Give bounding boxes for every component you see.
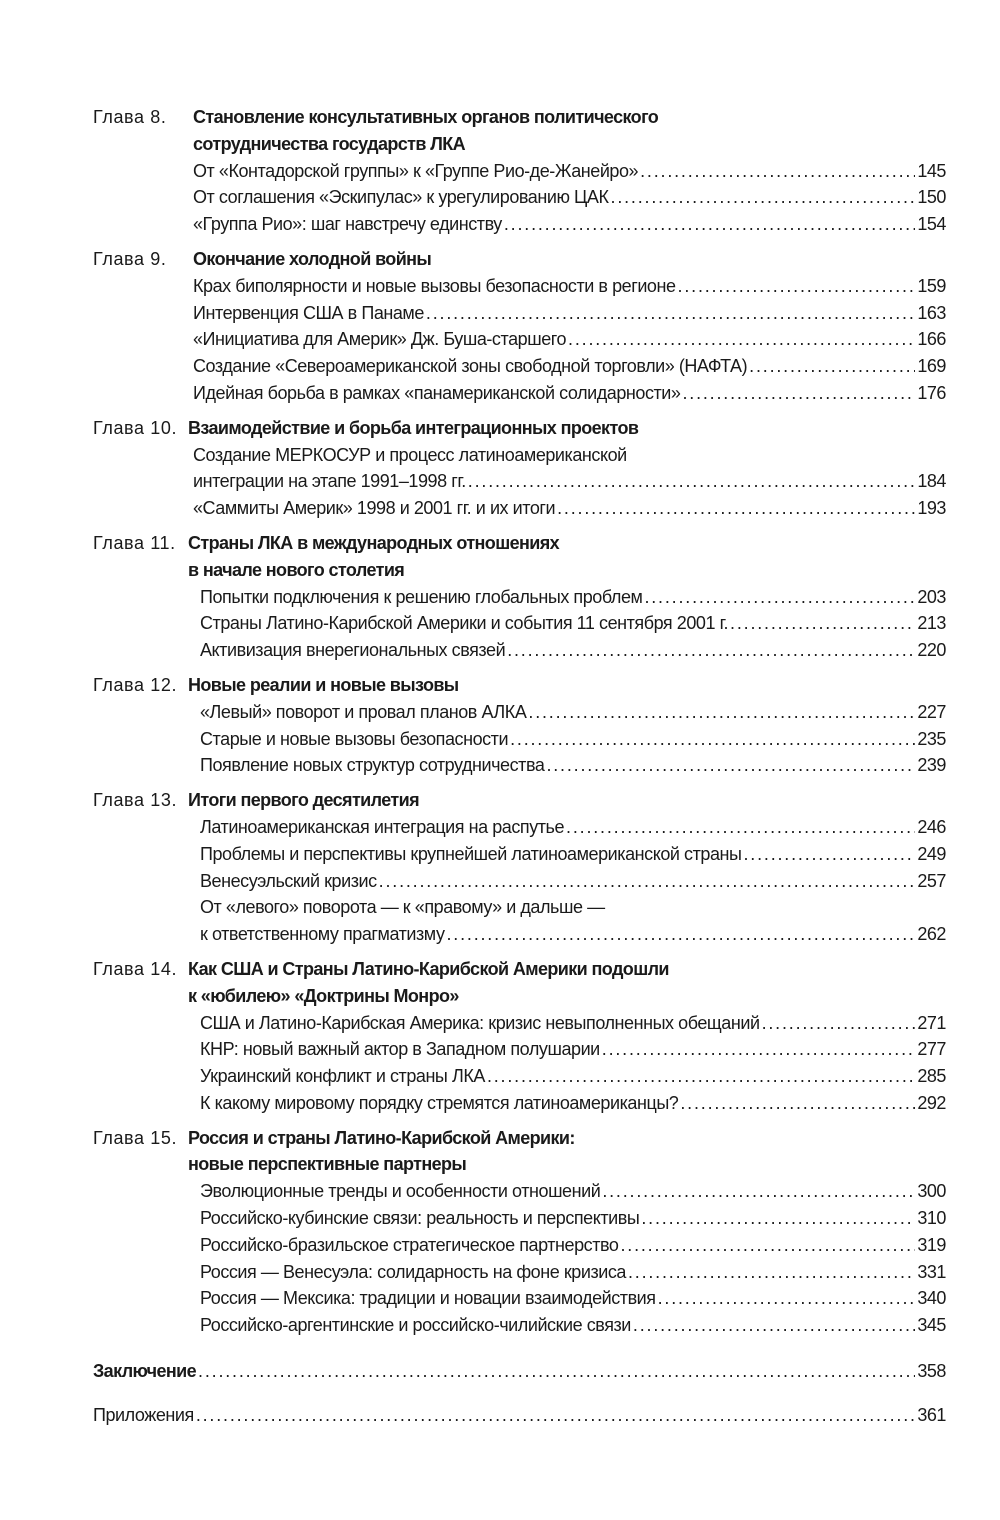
page-number: 176 (917, 382, 946, 403)
page-number: 213 (917, 613, 946, 634)
page-number: 300 (917, 1181, 946, 1202)
chapter-title: Взаимодействие и борьба интеграционных проектов (188, 417, 639, 438)
dot-leader (507, 637, 915, 664)
entry-title: интеграции на этапе 1991–1998 гг. (193, 471, 466, 492)
dot-leader (468, 468, 916, 495)
toc-entry (93, 1010, 946, 1037)
chapter-title: Как США и Страны Латино-Карибской Америки подошли (188, 958, 669, 979)
spacer (93, 983, 188, 1010)
entry-title: «Группа Рио»: шаг навстречу единству (193, 214, 502, 235)
chapter-heading (93, 956, 946, 983)
toc-entry (93, 1259, 946, 1286)
chapter-title: в начале нового столетия (188, 559, 405, 580)
entry-title: «Саммиты Америк» 1998 и 2001 гг. и их итоги (193, 498, 556, 519)
page-number: 331 (917, 1261, 946, 1282)
dot-leader (426, 300, 915, 327)
chapter (93, 246, 946, 407)
dot-leader (504, 211, 915, 238)
dot-leader (602, 1036, 916, 1063)
chapter-label: Глава 12. (93, 674, 178, 695)
back-matter-title: Заключение (93, 1361, 197, 1381)
page-number: 257 (917, 870, 946, 891)
dot-leader (528, 699, 915, 726)
toc-entry (93, 1312, 946, 1339)
chapter-heading (93, 557, 946, 584)
dot-leader (658, 1285, 916, 1312)
toc-entry (93, 1063, 946, 1090)
toc-entry (93, 158, 946, 185)
dot-leader (510, 726, 915, 753)
toc-entry (93, 468, 946, 495)
page-number: 285 (917, 1066, 946, 1087)
toc-entry (93, 637, 946, 664)
page-number: 166 (917, 329, 946, 350)
entry-title: США и Латино-Карибская Америка: кризис невыполненных обещаний (200, 1012, 760, 1033)
chapter-title: к «юбилею» «Доктрины Монро» (188, 985, 459, 1006)
dot-leader (611, 184, 916, 211)
dot-leader (602, 1178, 915, 1205)
entry-title: Российско-аргентинские и российско-чилийские связи (200, 1315, 631, 1336)
page-number: 239 (917, 755, 946, 776)
chapter-title: Новые реалии и новые вызовы (188, 674, 459, 695)
entry-title: Венесуэльский кризис (200, 870, 377, 891)
page-number: 154 (917, 214, 946, 235)
chapter (93, 104, 946, 238)
entry-title: Старые и новые вызовы безопасности (200, 728, 509, 749)
chapter-label: Глава 13. (93, 790, 178, 811)
toc-entry (93, 752, 946, 779)
toc-entry (93, 868, 946, 895)
chapter (93, 672, 946, 779)
dot-leader (682, 380, 915, 407)
entry-title: Активизация внерегиональных связей (200, 640, 506, 661)
spacer (93, 1151, 188, 1178)
entry-title: От «левого» поворота — к «правому» и дальше — (200, 897, 605, 918)
page-number: 159 (917, 275, 946, 296)
entry-title: Российско-кубинские связи: реальность и перспективы (200, 1208, 640, 1229)
toc-entry (93, 1205, 946, 1232)
page-number: 145 (917, 160, 946, 181)
dot-leader (678, 273, 916, 300)
entry-title: «Левый» поворот и провал планов АЛКА (200, 701, 527, 722)
spacer (93, 131, 188, 158)
toc-entry (93, 326, 946, 353)
entry-title: От «Контадорской группы» к «Группе Рио-де-Жанейро» (193, 160, 639, 181)
toc-entry (93, 184, 946, 211)
toc-entry (93, 584, 946, 611)
dot-leader (680, 1090, 915, 1117)
page-number: 220 (917, 640, 946, 661)
dot-leader (644, 584, 915, 611)
back-matter-title: Приложения (93, 1405, 194, 1425)
page-number: 193 (917, 498, 946, 519)
chapter (93, 415, 946, 522)
toc-entry (93, 814, 946, 841)
dot-leader (743, 841, 915, 868)
entry-title: Крах биполярности и новые вызовы безопасности в регионе (193, 275, 676, 296)
toc-entry (93, 610, 946, 637)
chapter-heading (93, 983, 946, 1010)
back-matter-entry (93, 1358, 946, 1385)
entry-title: КНР: новый важный актор в Западном полушарии (200, 1039, 600, 1060)
toc-entry (93, 211, 946, 238)
dot-leader (568, 326, 915, 353)
page-number: 249 (917, 843, 946, 864)
dot-leader (557, 495, 915, 522)
dot-leader (641, 1205, 915, 1232)
dot-leader (628, 1259, 915, 1286)
entry-title: Появление новых структур сотрудничества (200, 755, 545, 776)
toc-entry (93, 726, 946, 753)
page-number: 246 (917, 816, 946, 837)
entry-title: Создание МЕРКОСУР и процесс латиноамериканской (193, 444, 627, 465)
dot-leader (633, 1312, 915, 1339)
toc-entry (93, 921, 946, 948)
chapter-label: Глава 10. (93, 417, 178, 438)
toc-entry (93, 442, 946, 469)
dot-leader (762, 1010, 916, 1037)
entry-title: Идейная борьба в рамках «панамериканской солидарности» (193, 382, 681, 403)
chapter (93, 956, 946, 1117)
dot-leader (487, 1063, 915, 1090)
chapter-title: новые перспективные партнеры (188, 1154, 467, 1175)
page-number: 169 (917, 356, 946, 377)
page-number: 271 (917, 1012, 946, 1033)
toc-entry (93, 841, 946, 868)
toc-entry (93, 353, 946, 380)
entry-title: «Инициатива для Америк» Дж. Буша-старшего (193, 329, 567, 350)
chapter-heading (93, 131, 946, 158)
entry-title: Эволюционные тренды и особенности отношений (200, 1181, 601, 1202)
dot-leader (196, 1402, 916, 1429)
dot-leader (730, 610, 915, 637)
entry-title: Интервенция США в Панаме (193, 302, 424, 323)
chapter-heading (93, 530, 946, 557)
entry-title: Страны Латино-Карибской Америки и события 11 сентября 2001 г. (200, 613, 729, 634)
entry-title: От соглашения «Эскипулас» к урегулированию ЦАК (193, 187, 609, 208)
chapter-label: Глава 8. (93, 107, 167, 127)
chapter-title: Итоги первого десятилетия (188, 790, 419, 811)
chapter (93, 530, 946, 664)
chapter-heading (93, 415, 946, 442)
page-number: 163 (917, 302, 946, 323)
toc-entry (93, 1178, 946, 1205)
chapter-heading (93, 104, 946, 131)
chapter-title: Страны ЛКА в международных отношениях (188, 532, 560, 553)
dot-leader (620, 1232, 915, 1259)
chapter-label: Глава 11. (93, 532, 176, 553)
chapter-heading (93, 1125, 946, 1152)
dot-leader (379, 868, 916, 895)
chapter-title: Россия и страны Латино-Карибской Америки: (188, 1127, 575, 1148)
entry-title: Латиноамериканская интеграция на распутье (200, 816, 565, 837)
entry-title: к ответственному прагматизму (200, 924, 445, 945)
chapter-title: Становление консультативных органов политического (193, 107, 659, 127)
entry-title: Россия — Мексика: традиции и новации взаимодействия (200, 1288, 656, 1309)
dot-leader (566, 814, 915, 841)
page-number: 358 (917, 1361, 946, 1381)
toc-entry (93, 495, 946, 522)
page-number: 262 (917, 924, 946, 945)
page-number: 203 (917, 586, 946, 607)
table-of-contents (93, 104, 946, 1339)
entry-title: Российско-бразильское стратегическое партнерство (200, 1234, 619, 1255)
entry-title: Проблемы и перспективы крупнейшей латиноамериканской страны (200, 843, 742, 864)
chapter-heading (93, 787, 946, 814)
dot-leader (546, 752, 915, 779)
toc-entry (93, 1036, 946, 1063)
page-number: 150 (917, 187, 946, 208)
page-number: 227 (917, 701, 946, 722)
toc-entry (93, 380, 946, 407)
toc-entry (93, 1285, 946, 1312)
chapter-heading (93, 672, 946, 699)
toc-entry (93, 1090, 946, 1117)
chapter-label: Глава 14. (93, 958, 178, 979)
toc-entry (93, 300, 946, 327)
toc-entry (93, 699, 946, 726)
dot-leader (749, 353, 915, 380)
chapter-title: сотрудничества государств ЛКА (193, 133, 466, 154)
entry-title: К какому мировому порядку стремятся латиноамериканцы? (200, 1092, 679, 1113)
page-number: 319 (917, 1234, 946, 1255)
dot-leader (198, 1358, 915, 1385)
page-number: 310 (917, 1208, 946, 1229)
chapter-heading (93, 246, 946, 273)
toc-entry (93, 273, 946, 300)
chapter (93, 787, 946, 948)
entry-title: Украинский конфликт и страны ЛКА (200, 1066, 485, 1087)
page-number: 277 (917, 1039, 946, 1060)
dot-leader (640, 158, 915, 185)
page-number: 292 (917, 1092, 946, 1113)
chapter (93, 1125, 946, 1339)
entry-title: Россия — Венесуэла: солидарность на фоне кризиса (200, 1261, 626, 1282)
page-number: 184 (917, 471, 946, 492)
chapter-title: Окончание холодной войны (193, 248, 432, 269)
chapter-label: Глава 9. (93, 248, 167, 269)
entry-title: Попытки подключения к решению глобальных проблем (200, 586, 643, 607)
chapter-heading (93, 1151, 946, 1178)
back-matter-entry (93, 1402, 946, 1429)
page-number: 235 (917, 728, 946, 749)
page-number: 361 (917, 1405, 946, 1425)
toc-entry (93, 894, 946, 921)
chapter-label: Глава 15. (93, 1127, 178, 1148)
page-number: 345 (917, 1315, 946, 1336)
dot-leader (447, 921, 916, 948)
entry-title: Создание «Североамериканской зоны свободной торговли» (НАФТА) (193, 356, 748, 377)
page-number: 340 (917, 1288, 946, 1309)
toc-entry (93, 1232, 946, 1259)
spacer (93, 557, 188, 584)
